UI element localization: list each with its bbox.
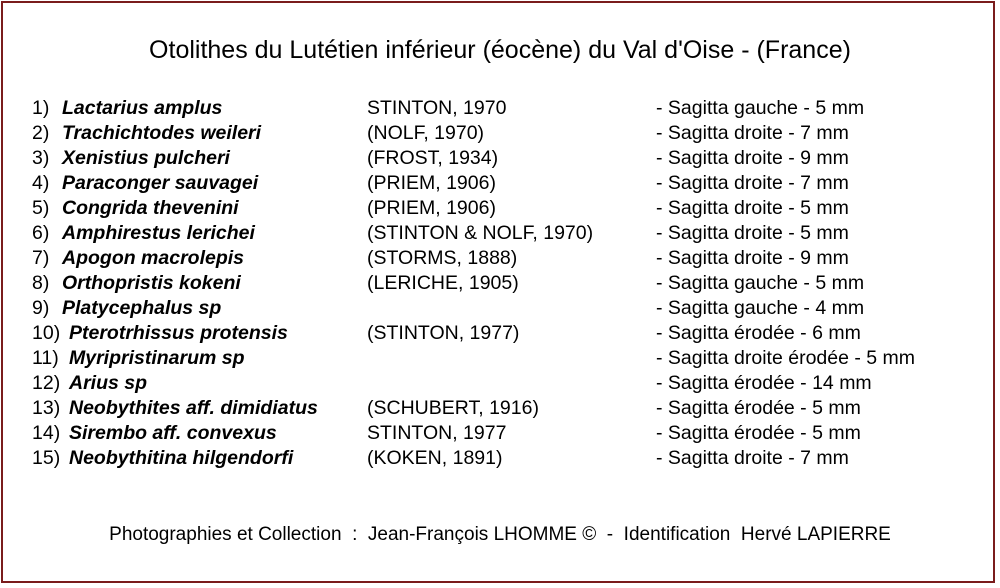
species-list [32,96,982,471]
species-author: (FROST, 1934) [367,147,499,169]
item-number: 12) [32,372,61,394]
specimen-description: - Sagitta érodée - 14 mm [656,372,872,394]
list-item [32,96,982,121]
species-name: Sirembo aff. convexus [69,422,277,444]
specimen-description: - Sagitta droite - 7 mm [656,172,849,194]
list-item [32,371,982,396]
specimen-description: - Sagitta érodée - 6 mm [656,322,861,344]
specimen-description: - Sagitta droite - 7 mm [656,447,849,469]
list-item [32,296,982,321]
item-number: 10) [32,322,61,344]
species-name: Neobythites aff. dimidiatus [69,397,318,419]
species-name: Trachichtodes weileri [62,122,262,144]
item-number: 4) [32,172,50,194]
item-number: 15) [32,447,61,469]
list-item [32,396,982,421]
species-name: Platycephalus sp [62,297,222,319]
species-author: STINTON, 1970 [367,97,507,119]
item-number: 9) [32,297,50,319]
species-author: (PRIEM, 1906) [367,197,496,219]
list-item [32,421,982,446]
list-item [32,121,982,146]
list-item [32,196,982,221]
specimen-description: - Sagitta droite érodée - 5 mm [656,347,916,369]
specimen-description: - Sagitta droite - 7 mm [656,122,849,144]
specimen-description: - Sagitta droite - 5 mm [656,197,849,219]
list-item [32,271,982,296]
species-name: Pterotrhissus protensis [69,322,288,344]
species-name: Congrida thevenini [62,197,239,219]
item-number: 1) [32,97,50,119]
species-author: (SCHUBERT, 1916) [367,397,539,419]
item-number: 2) [32,122,50,144]
list-item [32,446,982,471]
specimen-description: - Sagitta gauche - 5 mm [656,97,865,119]
species-name: Arius sp [69,372,148,394]
list-item [32,221,982,246]
list-item [32,171,982,196]
item-number: 13) [32,397,61,419]
species-author: (PRIEM, 1906) [367,172,496,194]
species-author: (LERICHE, 1905) [367,272,519,294]
specimen-description: - Sagitta érodée - 5 mm [656,422,861,444]
item-number: 8) [32,272,50,294]
species-name: Myripristinarum sp [69,347,245,369]
item-number: 7) [32,247,50,269]
species-name: Neobythitina hilgendorfi [69,447,294,469]
item-number: 5) [32,197,50,219]
species-name: Amphirestus lerichei [62,222,255,244]
species-author: (STINTON, 1977) [367,322,520,344]
list-item [32,346,982,371]
species-author: STINTON, 1977 [367,422,507,444]
species-name: Paraconger sauvagei [62,172,259,194]
item-number: 14) [32,422,61,444]
list-item [32,146,982,171]
species-author: (STINTON & NOLF, 1970) [367,222,594,244]
species-name: Lactarius amplus [62,97,223,119]
item-number: 3) [32,147,50,169]
specimen-description: - Sagitta gauche - 5 mm [656,272,865,294]
species-author: (NOLF, 1970) [367,122,485,144]
specimen-description: - Sagitta droite - 5 mm [656,222,849,244]
specimen-description: - Sagitta droite - 9 mm [656,147,849,169]
item-number: 6) [32,222,50,244]
specimen-description: - Sagitta droite - 9 mm [656,247,849,269]
list-item [32,321,982,346]
specimen-description: - Sagitta gauche - 4 mm [656,297,865,319]
species-name: Apogon macrolepis [62,247,245,269]
species-name: Orthopristis kokeni [62,272,241,294]
page-title: Otolithes du Lutétien inférieur (éocène) du Val d'Oise - (France) [149,36,851,64]
specimen-description: - Sagitta érodée - 5 mm [656,397,861,419]
species-name: Xenistius pulcheri [62,147,230,169]
species-author: (KOKEN, 1891) [367,447,503,469]
list-item [32,246,982,271]
credits-footer: Photographies et Collection : Jean-François LHOMME © - Identification Hervé LAPIERRE [109,524,891,545]
species-author: (STORMS, 1888) [367,247,518,269]
item-number: 11) [32,347,59,369]
